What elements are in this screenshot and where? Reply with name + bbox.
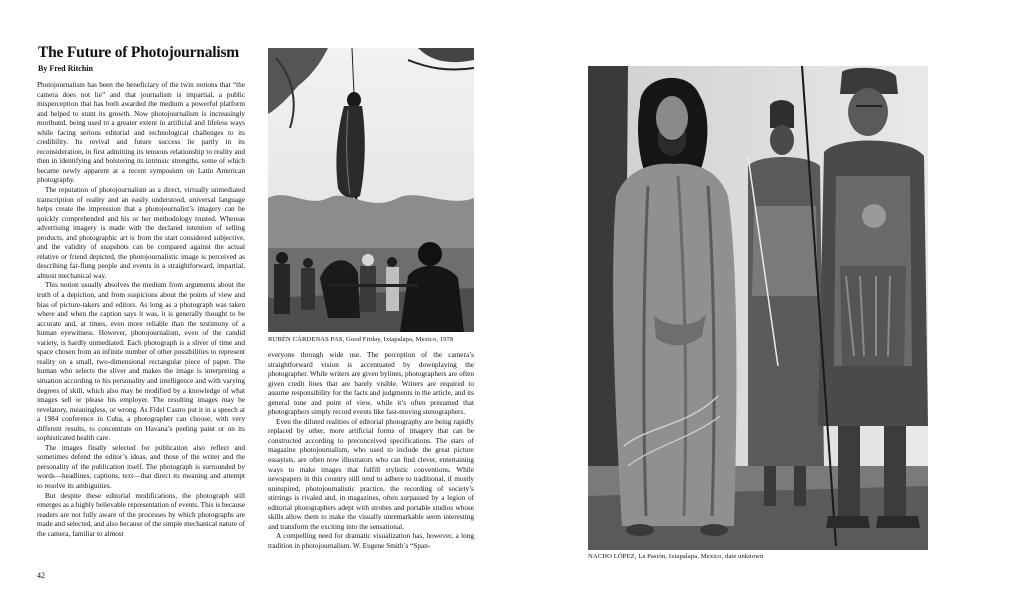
byline: By Fred Ritchin <box>38 64 93 73</box>
paragraph: everyone through wide use. The perception of the camera’s straightforward vision is accentuated by downplaying the photographer. While writers are given bylines, photographers are often given credit lines that are barely visible. Writers are required to assume responsibility for the facts and judgments in the article, and its general tone and point of view, while it’s often presumed that photographers simply record events like fast-moving stenographers. <box>268 351 474 417</box>
text-column-left <box>37 81 245 539</box>
paragraph: Even the diluted realities of editorial photography are being rapidly replaced by other, more artificial forms of imagery that can be constructed according to preconceived specifications. The stars of magazine photojournalism, who used to include the great picture essayists, are often now illustrators who can find clever, entertaining ways to make images that fulfill stylistic conventions. While newspapers in this country still tend to adhere to traditional, if mostly uninspired, photojournalistic practice, the recording of society’s stirrings is rivaled and, in magazines, often surpassed by a legion of editorial photographers adept with strobes and portable studios whose skills allow them to make the visually unremarkable seem interesting and transform the exciting into the sensational. <box>268 417 474 531</box>
photo-caption: RUBÉN CÁRDENAS PAS, Good Friday, Ixtapalapa, Mexico, 1978 <box>268 336 454 343</box>
paragraph: This notion usually absolves the medium from arguments about the truth of a depiction, and from suspicions about the points of view and bias of picture-takers and editors. As long as a photograph was taken where and when the caption says it was, it is generally thought to be accurate and, at times, even more reliable than the testimony of a human eyewitness. However, photojournalism, even of the candid variety, is hardly unmediated. Each photograph is a sliver of time and space chosen from an infinite number of other possibilities to represent reality on a small, two-dimensional rectangular piece of paper. The human who selects the sliver and makes the image is interpreting a situation according to his personality and intelligence and with varying degrees of skill, which also may be modified by a knowledge of what images sell or please his employer. The resulting images may be revelatory, meaningless, or wrong. As Fidel Castro put it in a speech at a 1984 conference in Cuba, a photographer can choose, with very different results, to concentrate on Havana’s peeling paint or on its sophisticated health care. <box>37 281 245 443</box>
paragraph: Photojournalism has been the beneficiary of the twin notions that “the camera does not lie” and that journalism is impartial, a public misperception that has both awarded the medium a powerful platform and helped to stunt its growth. Now photojournalism is increasingly moribund, being used to a greater extent in artificial and lifeless ways while facing serious editorial and technological challenges to its credibility. Its revival and future success lie partly in its reconsideration, in first admitting its tenuous relationship to reality and then in identifying and bolstering its intrinsic strengths, some of which became newly apparent at a recent symposium on Latin American photography. <box>37 81 245 185</box>
paragraph: The reputation of photojournalism as a direct, virtually unmediated transcription of reality and an easily understood, universal language helps create the impression that a photojournalist’s imagery can be quickly comprehended and his or her methodology trusted. Whereas advertising imagery is made with the declared intention of selling products, and photographic art is from the start considered subjective, and the validity of snapshots can be compared against the actual relative or friend depicted, the photojournalistic image is perceived as describing far-flung people and events in a straightforward, impartial, almost mechanical way. <box>37 186 245 280</box>
photo-good-friday <box>268 48 474 332</box>
paragraph: But despite these editorial modifications, the photograph still emerges as a highly believable representation of events. This is because readers are not fully aware of the processes by which photographs are made and selected, and also because of the simple mechanical nature of the camera, familiar to almost <box>37 491 245 538</box>
page-number: 42 <box>37 571 45 580</box>
paragraph: A compelling need for dramatic visualization has, however, a long tradition in photojournalism. W. Eugene Smith’s “Span- <box>268 532 474 550</box>
photo-caption: NACHO LÓPEZ, La Pasión, Ixtapalapa, Mexico, date unknown <box>588 553 764 560</box>
photo-la-pasion <box>588 66 928 550</box>
text-column-right <box>268 351 474 551</box>
article-title: The Future of Photojournalism <box>38 44 240 61</box>
paragraph: The images finally selected for publication also reflect and sometimes defend the editor’s ideas, and those of the writer and the personality of the publication itself. The photograph is surrounded by words—headlines, captions, text—that direct its meaning and attempt to resolve its ambiguities. <box>37 443 245 490</box>
